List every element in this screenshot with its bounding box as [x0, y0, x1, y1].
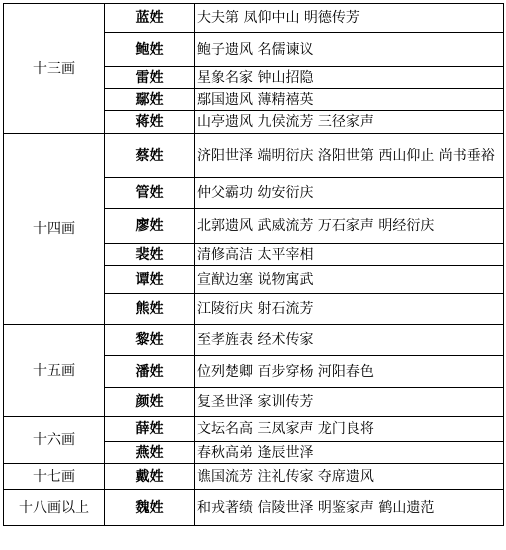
surname-cell: 魏姓: [105, 490, 195, 526]
surname-cell: 戴姓: [105, 464, 195, 490]
surname-cell: 黎姓: [105, 325, 195, 356]
hall-names-cell: 文坛名高 三凤家声 龙门良将: [195, 417, 504, 442]
surname-cell: 雷姓: [105, 67, 195, 89]
hall-names-cell: 济阳世泽 端明衍庆 洛阳世第 西山仰止 尚书垂裕: [195, 134, 504, 178]
hall-names-cell: 复圣世泽 家训传芳: [195, 388, 504, 417]
surname-cell: 谭姓: [105, 266, 195, 294]
hall-names-cell: 清修高洁 太平宰相: [195, 244, 504, 266]
surname-cell: 廖姓: [105, 209, 195, 244]
stroke-count-cell: 十五画: [4, 325, 105, 417]
hall-names-cell: 和戎著绩 信陵世泽 明鉴家声 鹤山遗范: [195, 490, 504, 526]
stroke-count-cell: 十七画: [4, 464, 105, 490]
table-row: [4, 134, 504, 178]
table-row: [4, 4, 504, 33]
hall-names-cell: 鲍子遗风 名儒谏议: [195, 33, 504, 67]
surname-cell: 潘姓: [105, 356, 195, 388]
surname-cell: 燕姓: [105, 442, 195, 464]
surname-cell: 鲍姓: [105, 33, 195, 67]
hall-names-cell: 仲父霸功 幼安衍庆: [195, 178, 504, 209]
hall-names-cell: 宣猷边塞 说物寓武: [195, 266, 504, 294]
hall-names-cell: 北郭遗风 武威流芳 万石家声 明经衍庆: [195, 209, 504, 244]
table-row: [4, 490, 504, 526]
table-row: [4, 464, 504, 490]
surname-cell: 裴姓: [105, 244, 195, 266]
surname-cell: 薛姓: [105, 417, 195, 442]
surname-cell: 蔡姓: [105, 134, 195, 178]
stroke-count-cell: 十六画: [4, 417, 105, 464]
stroke-count-cell: 十四画: [4, 134, 105, 325]
stroke-count-cell: 十八画以上: [4, 490, 105, 526]
surname-cell: 管姓: [105, 178, 195, 209]
hall-names-cell: 山亭遗风 九侯流芳 三径家声: [195, 111, 504, 134]
hall-names-cell: 鄢国遗风 薄精禧英: [195, 89, 504, 111]
hall-names-cell: 位列楚卿 百步穿杨 河阳春色: [195, 356, 504, 388]
hall-names-cell: 至孝旌表 经术传家: [195, 325, 504, 356]
hall-names-cell: 谯国流芳 注礼传家 夺席遗风: [195, 464, 504, 490]
table-row: [4, 417, 504, 442]
table-body: [4, 4, 504, 526]
hall-names-cell: 大夫第 凤仰中山 明德传芳: [195, 4, 504, 33]
surname-cell: 蓝姓: [105, 4, 195, 33]
surname-cell: 熊姓: [105, 294, 195, 325]
surname-cell: 鄢姓: [105, 89, 195, 111]
table-row: [4, 325, 504, 356]
hall-names-cell: 星象名家 钟山招隐: [195, 67, 504, 89]
hall-names-cell: 春秋高弟 逢辰世泽: [195, 442, 504, 464]
surname-hall-table: [3, 3, 504, 526]
hall-names-cell: 江陵衍庆 射石流芳: [195, 294, 504, 325]
surname-cell: 蒋姓: [105, 111, 195, 134]
stroke-count-cell: 十三画: [4, 4, 105, 134]
surname-cell: 颜姓: [105, 388, 195, 417]
